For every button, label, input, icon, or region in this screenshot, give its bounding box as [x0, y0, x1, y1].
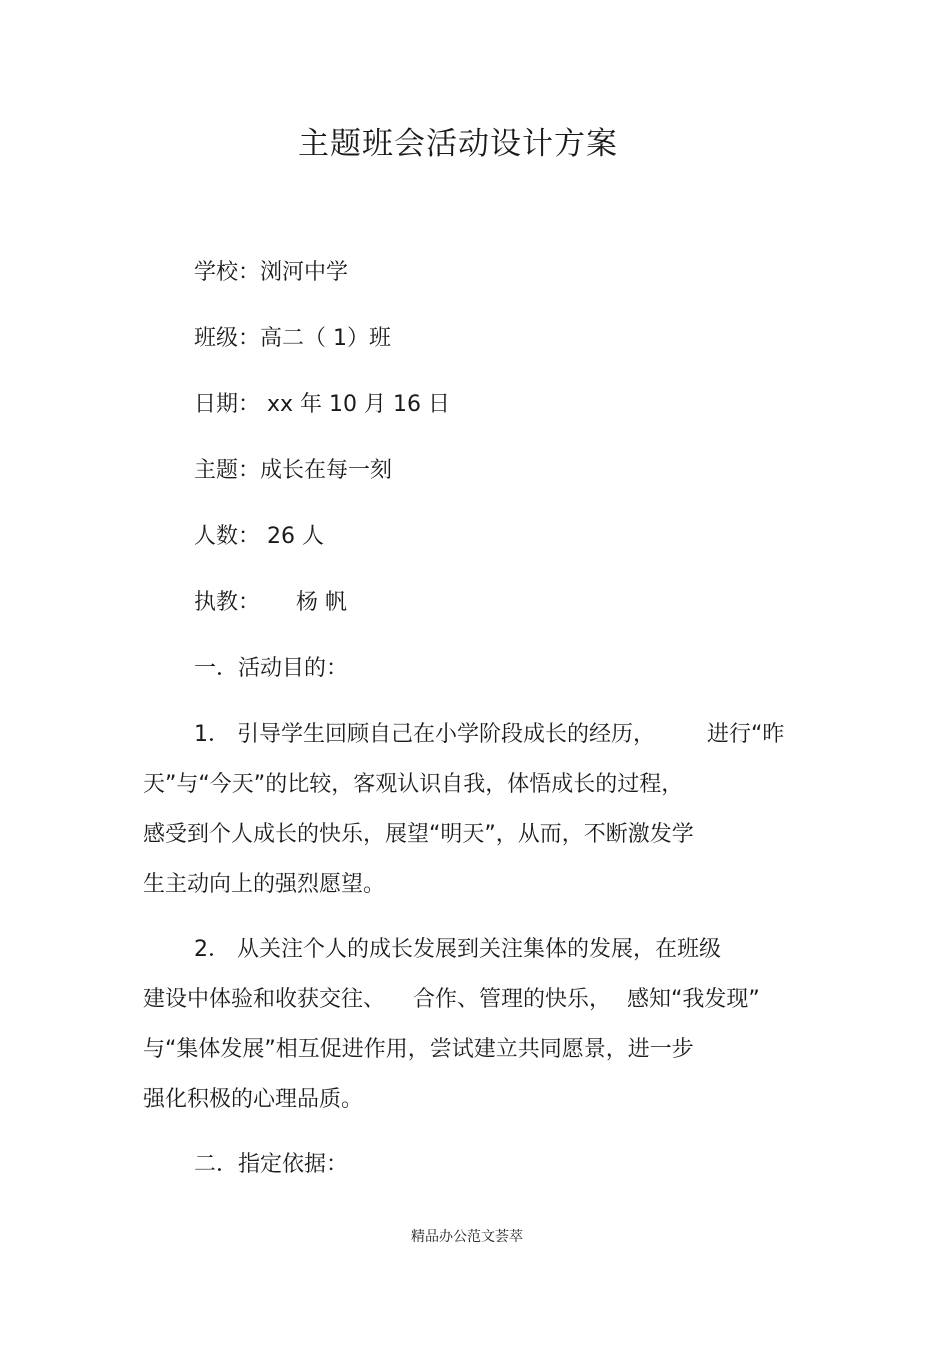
page-footer: 精品办公范文荟萃 — [411, 1229, 523, 1245]
info-teacher — [194, 588, 347, 618]
section-1-p1-line-4: 生主动向上的强烈愿望。 — [143, 872, 386, 897]
section-1-p1-line-1a: 1． 引导学生回顾自己在小学阶段成长的经历， — [194, 722, 655, 747]
section-2-heading: 二．指定依据： — [194, 1152, 349, 1177]
section-1-p2-line-4: 强化积极的心理品质。 — [143, 1087, 364, 1112]
section-1-p1-line-2: 天”与“今天”的比较，客观认识自我，体悟成长的过程， — [143, 772, 684, 797]
section-1-p2-line-2a: 建设中体验和收获交往、 — [143, 987, 386, 1012]
info-date: 日期： xx 年 10 月 16 日 — [194, 392, 450, 417]
info-theme: 主题：成长在每一刻 — [194, 458, 393, 483]
info-teacher-label: 执教： — [194, 590, 261, 615]
section-1-p2-line-2 — [143, 985, 760, 1015]
section-1-heading: 一．活动目的： — [194, 656, 349, 681]
section-1-p1-line-3: 感受到个人成长的快乐，展望“明天”，从而，不断激发学 — [143, 822, 694, 847]
section-1-p2-line-2c: 感知“我发现” — [627, 987, 760, 1012]
info-class: 班级：高二（ 1）班 — [194, 326, 391, 351]
document-title: 主题班会活动设计方案 — [298, 126, 618, 162]
info-count: 人数： 26 人 — [194, 524, 324, 549]
section-1-p2-line-1: 2． 从关注个人的成长发展到关注集体的发展，在班级 — [194, 937, 721, 962]
info-school: 学校：浏河中学 — [194, 260, 349, 285]
section-1-p2-line-2b: 合作、管理的快乐， — [413, 987, 612, 1012]
section-1-p1-line-1b: 进行“昨 — [707, 722, 785, 747]
info-teacher-name: 杨 帆 — [296, 590, 348, 615]
section-1-p2-line-3: 与“集体发展”相互促进作用，尝试建立共同愿景，进一步 — [143, 1037, 694, 1062]
section-1-p1-line-1 — [194, 720, 784, 750]
